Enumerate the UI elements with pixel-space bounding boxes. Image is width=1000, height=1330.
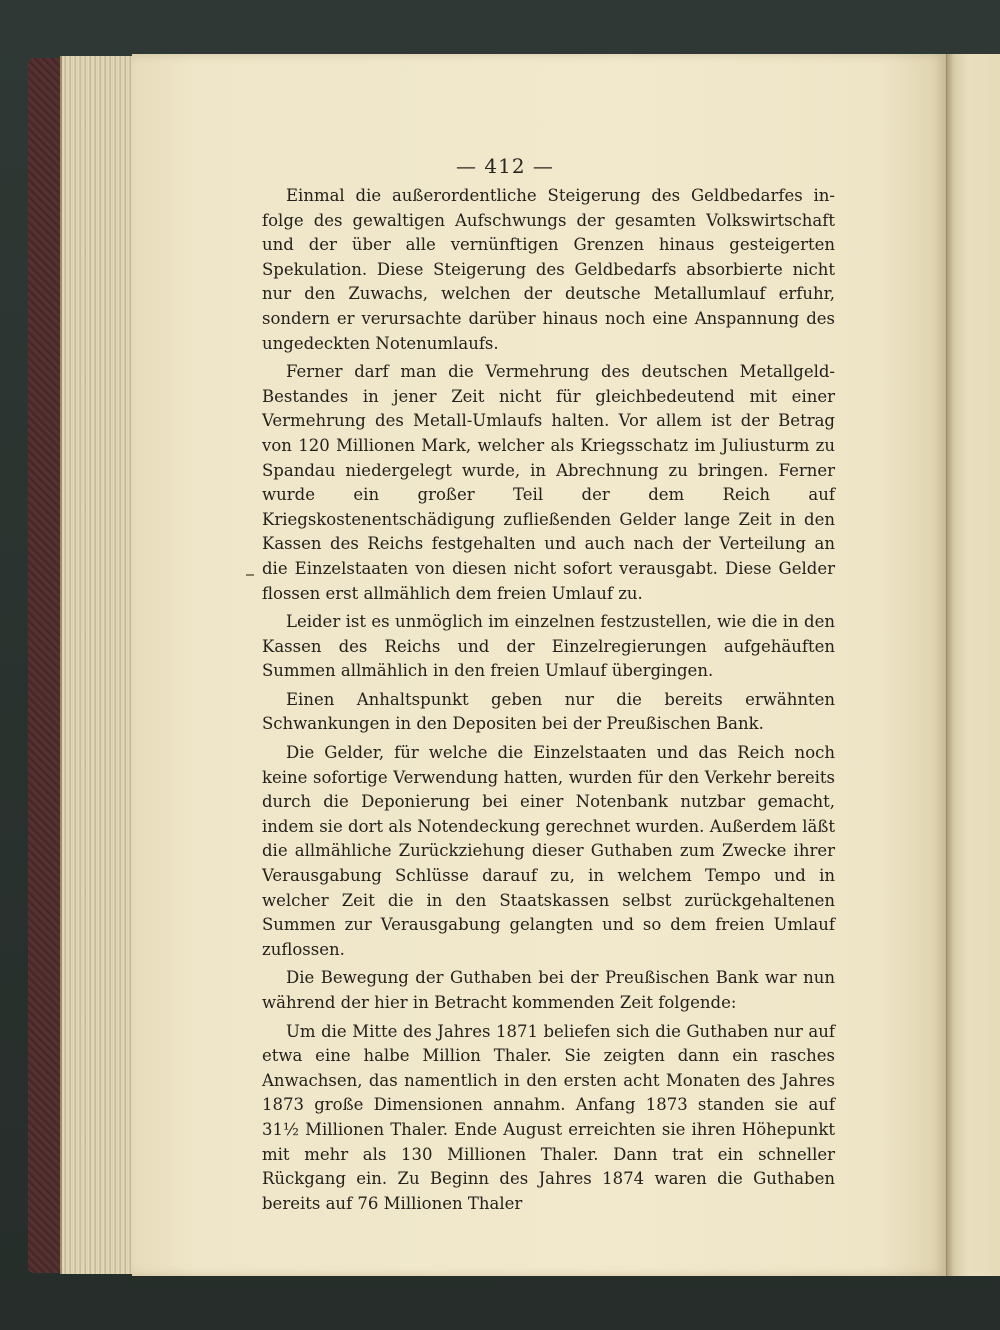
paragraph-1: Einmal die außerordentliche Steigerung des Geldbedarfes in-folge des gewaltigen Aufschwungs der gesamten Volkswirtschaft und der über alle vernünftigen Grenzen hinaus gesteigerten Spekulation. Diese Steigerung des Geldbedarfs absorbierte nicht nur den Zuwachs, welchen der deutsche Metallumlauf erfuhr, sondern er verursachte darüber hinaus noch eine Anspannung des ungedeckten Notenumlaufs. <box>262 186 835 353</box>
paragraph-3: Leider ist es unmöglich im einzelnen festzustellen, wie die in den Kassen des Reichs und der Einzelregierungen aufgehäuften Summen allmählich in den freien Umlauf übergingen. <box>262 612 835 681</box>
body-text <box>262 184 835 1220</box>
paragraph-5: Die Gelder, für welche die Einzelstaaten und das Reich noch keine sofortige Verwendung hatten, wurden für den Verkehr bereits durch die Deponierung bei einer Notenbank nutzbar gemacht, indem sie dort als Notendeckung gerechnet wurden. Außerdem läßt die allmähliche Zurückziehung dieser Guthaben zum Zwecke ihrer Verausgabung Schlüsse darauf zu, in welchem Tempo und in welcher Zeit die in den Staatskassen selbst zurückgehaltenen Summen zur Verausgabung gelangten und so dem freien Umlauf zuflossen. <box>262 743 835 959</box>
page-edges <box>60 56 140 1274</box>
page-number: — 412 — <box>456 154 554 178</box>
facing-page <box>946 54 1000 1276</box>
gutter-shadow <box>946 54 954 1276</box>
paragraph-6: Die Bewegung der Guthaben bei der Preußischen Bank war nun während der hier in Betracht kommenden Zeit folgende: <box>262 968 835 1012</box>
stray-mark <box>246 574 254 576</box>
paragraph-4: Einen Anhaltspunkt geben nur die bereits erwähnten Schwankungen in den Depositen bei der Preußischen Bank. <box>262 689 835 734</box>
paragraph-2: Ferner darf man die Vermehrung des deutschen Metallgeld-Bestandes in jener Zeit nicht für gleichbedeutend mit einer Vermehrung des Metall-Umlaufs halten. Vor allem ist der Betrag von 120 Millionen Mark, welcher als Kriegsschatz im Juliusturm zu Spandau niedergelegt wurde, in Abrechnung zu bringen. Ferner wurde ein großer Teil der dem Reich auf Kriegskostenentschädigung zufließenden Gelder lange Zeit in den Kassen des Reichs festgehalten und auch nach der Verteilung an die Einzelstaaten von diesen nicht sofort verausgabt. Diese Gelder flossen erst allmählich dem freien Umlauf zu. <box>262 362 835 603</box>
paragraph-7: Um die Mitte des Jahres 1871 beliefen sich die Guthaben nur auf etwa eine halbe Million Thaler. Sie zeigten dann ein rasches Anwachsen, das namentlich in den ersten acht Monaten des Jahres 1873 große Dimensionen annahm. Anfang 1873 standen sie auf 31½ Millionen Thaler. Ende August erreichten sie ihren Höhepunkt mit mehr als 130 Millionen Thaler. Dann trat ein schneller Rückgang ein. Zu Beginn des Jahres 1874 waren die Guthaben bereits auf 76 Millionen Thaler <box>262 1021 835 1213</box>
